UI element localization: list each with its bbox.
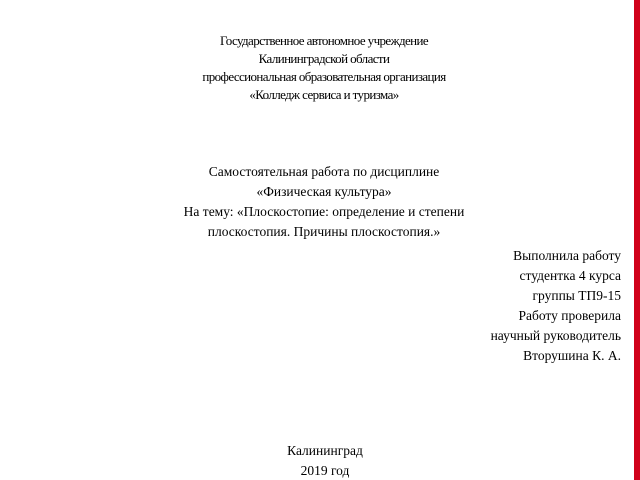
credits-line: группы ТП9-15: [532, 288, 621, 303]
work-title-block: [112, 162, 536, 242]
credits-line: Работу проверила: [518, 308, 621, 323]
credits-block: [421, 246, 621, 366]
work-title-line: плоскостопия. Причины плоскостопия.»: [207, 224, 441, 239]
institution-line: профессиональная образовательная организация: [202, 69, 446, 84]
credits-line: Вторушина К. А.: [523, 348, 621, 363]
accent-side-bar: [634, 0, 640, 480]
credits-line: студентка 4 курса: [519, 268, 621, 283]
institution-line: Государственное автономное учреждение: [219, 33, 429, 48]
credits-line: научный руководитель: [490, 328, 621, 343]
credits-line: Выполнила работу: [513, 248, 621, 263]
work-title-line: Самостоятельная работа по дисциплине: [208, 164, 440, 179]
institution-line: «Колледж сервиса и туризма»: [249, 87, 399, 102]
footer-year: 2019 год: [300, 463, 350, 478]
work-title-line: «Физическая культура»: [256, 184, 392, 199]
footer-city: Калининград: [287, 443, 363, 458]
work-title-line: На тему: «Плоскостопие: определение и степени: [183, 204, 465, 219]
institution-block: [112, 32, 536, 104]
footer-block: [240, 441, 410, 480]
institution-line: Калининградской области: [258, 51, 390, 66]
